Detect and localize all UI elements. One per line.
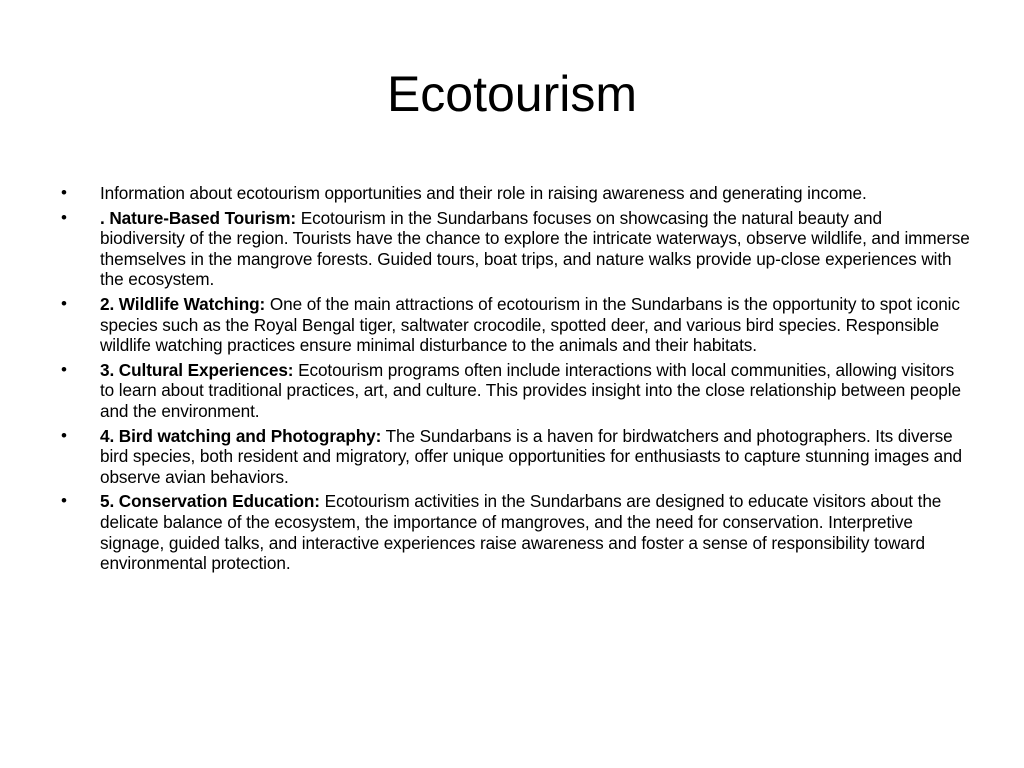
bullet-icon: • xyxy=(61,425,67,445)
bullet-text: Information about ecotourism opportunities and their role in raising awareness and generating income. xyxy=(100,183,867,203)
bullet-text: One of the main attractions of ecotourism in the Sundarbans is the opportunity to spot iconic species such as the Royal Bengal tiger, saltwater crocodile, spotted deer, and various bird species. Responsible wildlife watching practices ensure minimal disturbance to the animals and their habitats. xyxy=(100,293,960,356)
bullet-icon: • xyxy=(61,183,67,202)
bullet-heading: . Nature-Based Tourism: xyxy=(100,207,297,228)
bullet-icon: • xyxy=(61,491,67,511)
bullet-icon: • xyxy=(61,359,67,379)
bullet-heading: 5. Conservation Education: xyxy=(100,491,320,512)
bullet-item xyxy=(60,360,970,422)
bullet-heading: 4. Bird watching and Photography: xyxy=(100,425,382,446)
bullet-text: Ecotourism in the Sundarbans focuses on showcasing the natural beauty and biodiversity of the region. Tourists have the chance to explore the intricate waterways, observe wildlife, and immerse themselves in the mangrove forests. Guided tours, boat trips, and nature walks provide up-close experiences with the ecosystem. xyxy=(100,207,970,290)
bullet-text: Ecotourism programs often include interactions with local communities, allowing visitors to learn about traditional practices, art, and culture. This provides insight into the close relationship between people and the environment. xyxy=(100,359,961,421)
bullet-text: The Sundarbans is a haven for birdwatchers and photographers. Its diverse bird species, both resident and migratory, offer unique opportunities for enthusiasts to capture stunning images and observe avian behaviors. xyxy=(100,425,962,487)
bullet-item xyxy=(60,183,970,204)
bullet-text: Ecotourism activities in the Sundarbans are designed to educate visitors about the delicate balance of the ecosystem, the importance of mangroves, and the need for conservation. Interpretive signage, guided talks, and interactive experiences raise awareness and foster a sense of responsibility toward environmental protection. xyxy=(100,491,942,574)
bullet-item xyxy=(60,426,970,488)
slide-title: Ecotourism xyxy=(386,66,638,122)
bullet-list xyxy=(60,183,970,578)
bullet-icon: • xyxy=(61,207,67,227)
bullet-item xyxy=(60,208,970,290)
bullet-heading: 2. Wildlife Watching: xyxy=(100,293,266,314)
bullet-item xyxy=(60,294,970,356)
bullet-item xyxy=(60,491,970,573)
bullet-icon: • xyxy=(61,293,67,313)
bullet-heading: 3. Cultural Experiences: xyxy=(100,359,294,380)
